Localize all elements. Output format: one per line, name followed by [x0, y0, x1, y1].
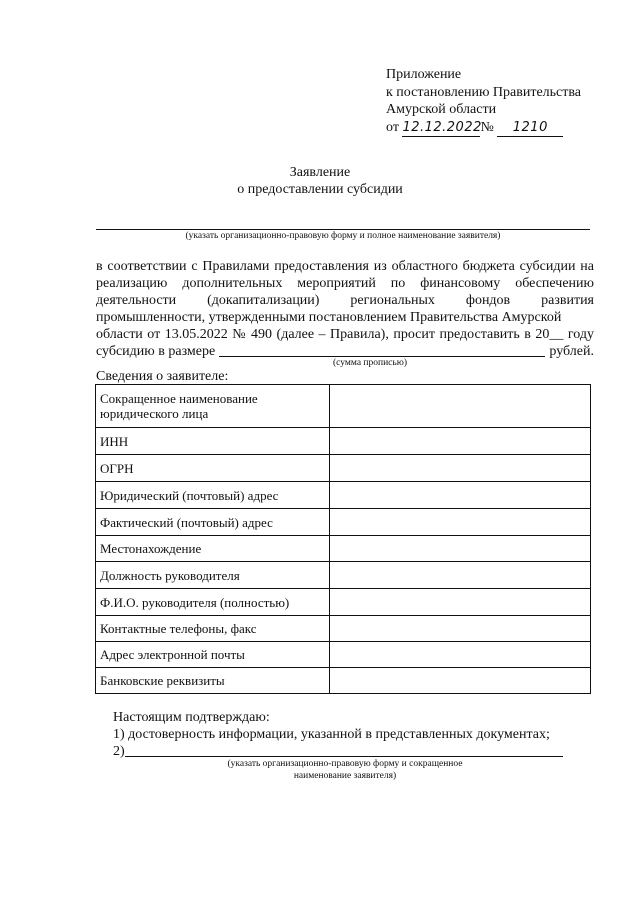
table-row: [96, 482, 591, 509]
row-value-cell[interactable]: [330, 616, 591, 642]
table-row: [96, 642, 591, 668]
applicant-name-line[interactable]: [96, 229, 590, 230]
number-sign: №: [480, 119, 494, 135]
row-label: ИНН: [96, 428, 330, 455]
table-row: [96, 668, 591, 694]
applicant-name-caption: (указать организационно-правовую форму и полное наименование заявителя): [185, 231, 501, 241]
amount-field[interactable]: [219, 355, 545, 357]
annex-header: [386, 66, 581, 137]
row-value-cell[interactable]: [330, 509, 591, 536]
row-label: Адрес электронной почты: [96, 642, 330, 668]
table-row: [96, 536, 591, 562]
row-value-cell[interactable]: [330, 482, 591, 509]
handwritten-date: 12.12.2022: [402, 119, 480, 138]
applicant-info-table: [95, 384, 591, 694]
table-row: [96, 616, 591, 642]
info-heading: Сведения о заявителе:: [96, 369, 229, 384]
table-row: [96, 509, 591, 536]
row-value-cell[interactable]: [330, 642, 591, 668]
annex-date-line: [386, 119, 581, 138]
annex-line-1: Приложение: [386, 67, 462, 82]
document-title: [0, 164, 640, 198]
row-label: ОГРН: [96, 455, 330, 482]
application-body: [96, 258, 594, 360]
row-value-cell[interactable]: [330, 385, 591, 428]
row-label: Контактные телефоны, факс: [96, 616, 330, 642]
item-2-field[interactable]: [125, 755, 563, 757]
row-value-cell[interactable]: [330, 668, 591, 694]
item-2-caption-line-2: наименование заявителя): [293, 771, 397, 781]
row-label: Юридический (почтовый) адрес: [96, 482, 330, 509]
row-value-cell[interactable]: [330, 589, 591, 616]
table-row: [96, 589, 591, 616]
row-label: Фактический (почтовый) адрес: [96, 509, 330, 536]
row-value-cell[interactable]: [330, 455, 591, 482]
body-text-2: области от 13.05.2022 № 490 (далее – Правила), просит предоставить в 20__ году: [96, 327, 594, 342]
item-2-prefix: 2): [113, 744, 125, 759]
confirmation-block: [113, 709, 573, 760]
row-label: Должность руководителя: [96, 562, 330, 589]
date-prefix: от: [386, 119, 399, 135]
confirmation-heading: Настоящим подтверждаю:: [113, 710, 270, 725]
row-value-cell[interactable]: [330, 562, 591, 589]
row-label: Сокращенное наименование юридического лица: [96, 385, 330, 428]
item-2-caption: [200, 758, 490, 782]
amount-suffix: рублей.: [549, 344, 594, 359]
title-line-2: о предоставлении субсидии: [237, 182, 403, 197]
handwritten-number: 1210: [497, 119, 563, 138]
annex-line-3: Амурской области: [386, 102, 497, 117]
table-row: [96, 385, 591, 428]
row-label: Банковские реквизиты: [96, 668, 330, 694]
body-text-1: в соответствии с Правилами предоставления из областного бюджета субсидии на реализацию дополнительных мероприятий по финансовому обеспечению деятельности (докапитализации) региональных фондов развития промышленности, утвержденными постановлением Правительства Амурской: [96, 259, 594, 325]
amount-prefix: субсидию в размере: [96, 344, 216, 359]
row-label: Местонахождение: [96, 536, 330, 562]
title-line-1: Заявление: [289, 165, 351, 180]
item-2-caption-line-1: (указать организационно-правовую форму и сокращенное: [227, 759, 463, 769]
row-value-cell[interactable]: [330, 536, 591, 562]
amount-caption: (сумма прописью): [333, 358, 407, 368]
confirmation-item-1: 1) достоверность информации, указанной в представленных документах;: [113, 727, 550, 742]
table-row: [96, 455, 591, 482]
table-row: [96, 562, 591, 589]
table-row: [96, 428, 591, 455]
row-value-cell[interactable]: [330, 428, 591, 455]
annex-line-2: к постановлению Правительства: [386, 84, 582, 100]
row-label: Ф.И.О. руководителя (полностью): [96, 589, 330, 616]
